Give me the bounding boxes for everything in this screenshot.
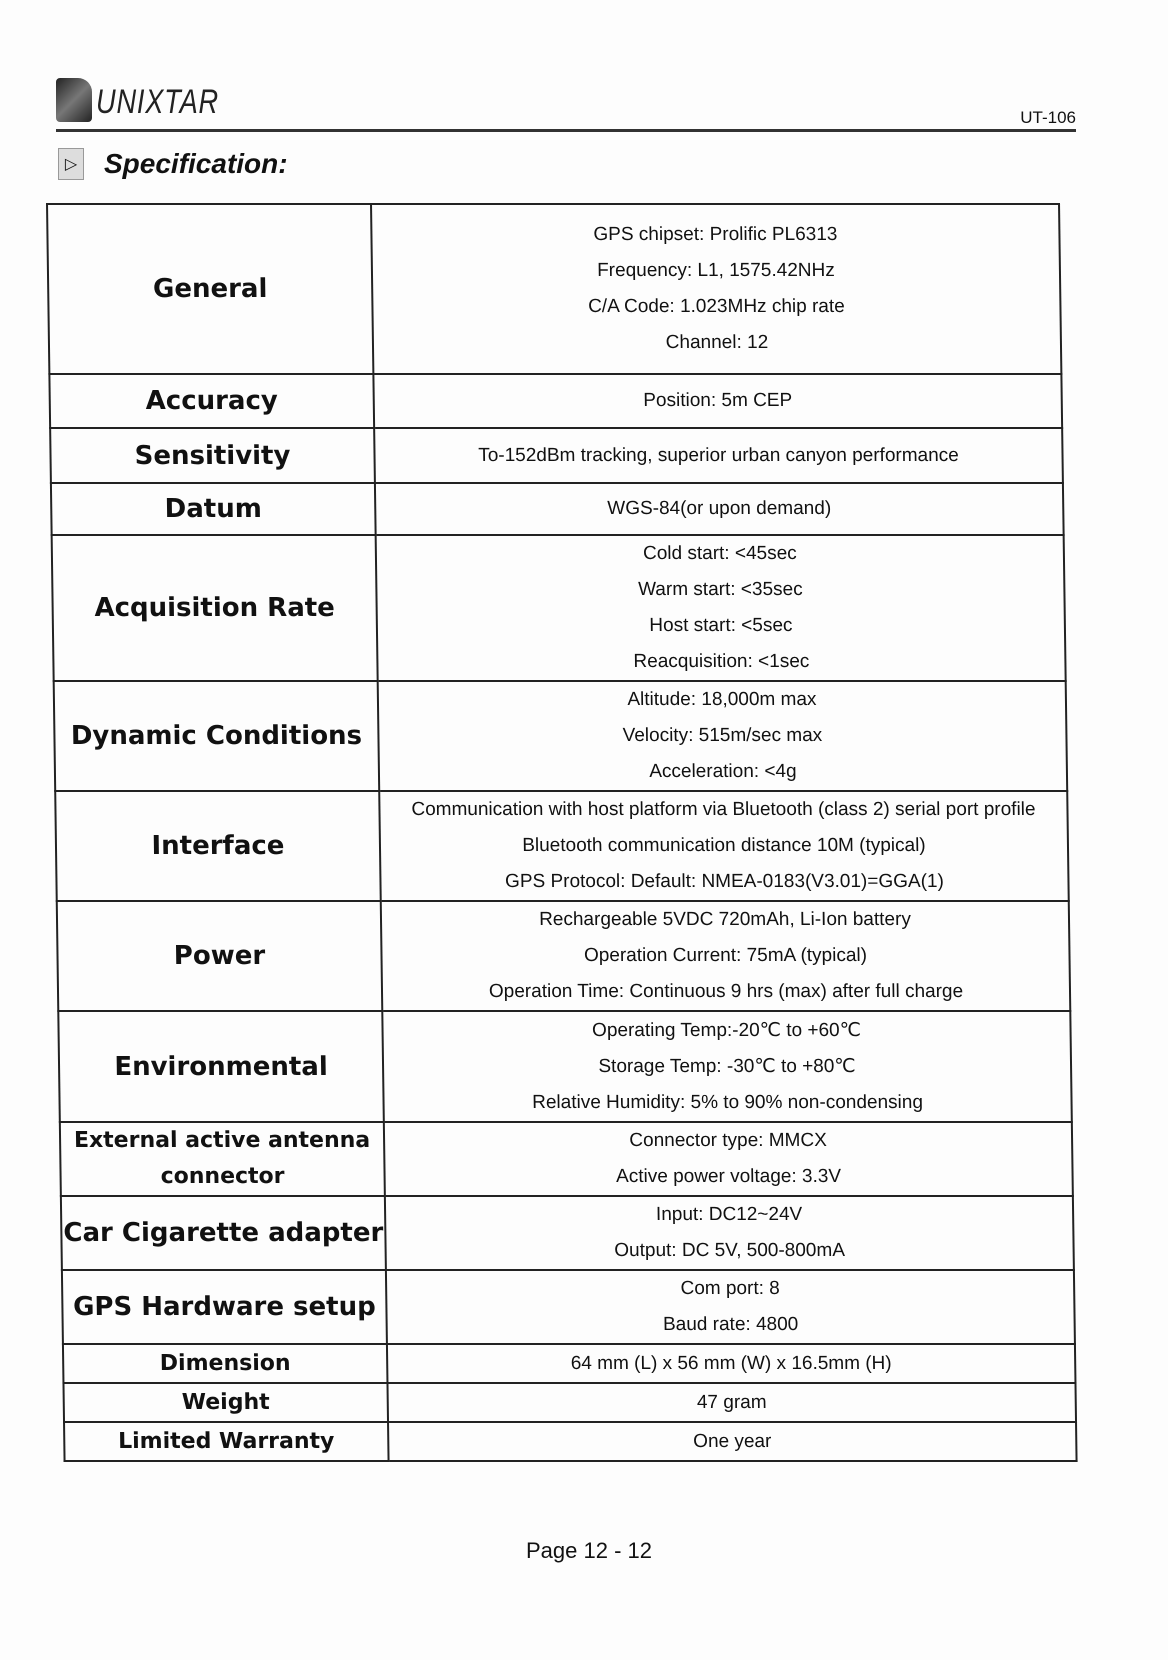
spec-value: GPS Protocol: Default: NMEA-0183(V3.01)=GGA(1) bbox=[504, 871, 944, 892]
spec-value: Frequency: L1, 1575.42NHz bbox=[596, 260, 835, 281]
brand-name: UNIXTAR bbox=[96, 83, 219, 121]
table-row bbox=[51, 483, 1064, 535]
spec-label: Environmental bbox=[58, 1011, 384, 1122]
spec-value: 64 mm (L) x 56 mm (W) x 16.5mm (H) bbox=[570, 1352, 892, 1374]
table-row bbox=[62, 1270, 1075, 1344]
spec-label: Weight bbox=[63, 1383, 388, 1422]
spec-value: GPS chipset: Prolific PL6313 bbox=[593, 224, 838, 245]
spec-value: Input: DC12~24V bbox=[655, 1204, 803, 1225]
spec-value: Velocity: 515m/sec max bbox=[622, 725, 823, 746]
spec-value: Host start: <5sec bbox=[649, 615, 793, 636]
spec-values bbox=[376, 535, 1066, 681]
model-number: UT-106 bbox=[1020, 108, 1076, 127]
page-number: Page 12 - 12 bbox=[526, 1538, 652, 1563]
section-heading bbox=[58, 148, 288, 180]
spec-values bbox=[387, 1344, 1076, 1383]
spec-value: Connector type: MMCX bbox=[629, 1130, 827, 1151]
spec-values bbox=[378, 681, 1068, 791]
spec-value: Storage Temp: -30℃ to +80℃ bbox=[598, 1055, 856, 1077]
spec-values bbox=[375, 483, 1064, 535]
table-row bbox=[63, 1344, 1076, 1383]
table-row bbox=[63, 1383, 1076, 1422]
spec-values bbox=[388, 1422, 1077, 1461]
spec-label: Sensitivity bbox=[50, 428, 375, 483]
spec-value: Position: 5m CEP bbox=[643, 390, 793, 411]
table-row bbox=[49, 374, 1062, 428]
spec-value: Communication with host platform via Bluetooth (class 2) serial port profile bbox=[411, 799, 1036, 820]
spec-value: Acceleration: <4g bbox=[649, 761, 797, 782]
spec-label: Dynamic Conditions bbox=[54, 681, 380, 791]
spec-value: Operation Time: Continuous 9 hrs (max) after full charge bbox=[488, 981, 964, 1002]
specification-table bbox=[46, 203, 1078, 1462]
table-row bbox=[61, 1196, 1074, 1270]
spec-label: GPS Hardware setup bbox=[62, 1270, 387, 1344]
spec-value: 47 gram bbox=[696, 1391, 767, 1413]
spec-values bbox=[381, 901, 1071, 1011]
spec-value: Operation Current: 75mA (typical) bbox=[583, 945, 868, 966]
spec-value: One year bbox=[693, 1430, 772, 1452]
table-row bbox=[52, 535, 1066, 681]
table-row bbox=[57, 901, 1071, 1011]
spec-label: Power bbox=[57, 901, 383, 1011]
table-row bbox=[50, 428, 1063, 483]
table-row bbox=[55, 791, 1069, 901]
spec-value: Com port: 8 bbox=[680, 1278, 780, 1299]
spec-values bbox=[373, 374, 1062, 428]
spec-values bbox=[384, 1122, 1073, 1196]
spec-value: Active power voltage: 3.3V bbox=[615, 1166, 842, 1187]
spec-label: Dimension bbox=[63, 1344, 388, 1383]
table-row bbox=[64, 1422, 1077, 1461]
spec-values bbox=[382, 1011, 1072, 1122]
section-title: Specification: bbox=[104, 148, 288, 179]
spec-values bbox=[387, 1383, 1076, 1422]
spec-values bbox=[374, 428, 1063, 483]
spec-label: Datum bbox=[51, 483, 376, 535]
logo-icon bbox=[56, 78, 92, 122]
play-arrow-icon: ▷ bbox=[58, 148, 84, 180]
table-row bbox=[60, 1122, 1073, 1196]
spec-label: Limited Warranty bbox=[64, 1422, 389, 1461]
spec-values bbox=[386, 1270, 1075, 1344]
spec-label: Accuracy bbox=[49, 374, 374, 428]
spec-values bbox=[385, 1196, 1074, 1270]
spec-label: Car Cigarette adapter bbox=[61, 1196, 386, 1270]
spec-label: Interface bbox=[55, 791, 381, 901]
spec-label: Acquisition Rate bbox=[52, 535, 378, 681]
spec-value: Bluetooth communication distance 10M (typical) bbox=[522, 835, 926, 856]
spec-value: Output: DC 5V, 500-800mA bbox=[614, 1240, 846, 1261]
spec-values bbox=[379, 791, 1069, 901]
header-divider bbox=[56, 129, 1076, 132]
spec-values bbox=[371, 204, 1061, 374]
table-row bbox=[47, 204, 1061, 374]
spec-value: Channel: 12 bbox=[665, 332, 769, 353]
spec-value: Altitude: 18,000m max bbox=[627, 689, 817, 710]
spec-value: Cold start: <45sec bbox=[642, 543, 797, 564]
spec-value: Baud rate: 4800 bbox=[662, 1314, 799, 1335]
spec-value: Reacquisition: <1sec bbox=[633, 651, 810, 672]
spec-label: External active antenna connector bbox=[60, 1122, 385, 1196]
spec-value: To-152dBm tracking, superior urban canyon performance bbox=[478, 444, 959, 466]
unixtar-logo bbox=[56, 78, 250, 122]
spec-value: Relative Humidity: 5% to 90% non-condensing bbox=[532, 1091, 924, 1113]
spec-value: Rechargeable 5VDC 720mAh, Li-Ion battery bbox=[538, 909, 912, 930]
spec-value: Operating Temp:-20℃ to +60℃ bbox=[591, 1019, 862, 1041]
spec-value: C/A Code: 1.023MHz chip rate bbox=[587, 296, 845, 317]
spec-value: WGS-84(or upon demand) bbox=[607, 498, 832, 519]
table-row bbox=[54, 681, 1068, 791]
spec-label: General bbox=[47, 204, 373, 374]
table-row bbox=[58, 1011, 1072, 1122]
spec-value: Warm start: <35sec bbox=[637, 579, 803, 600]
